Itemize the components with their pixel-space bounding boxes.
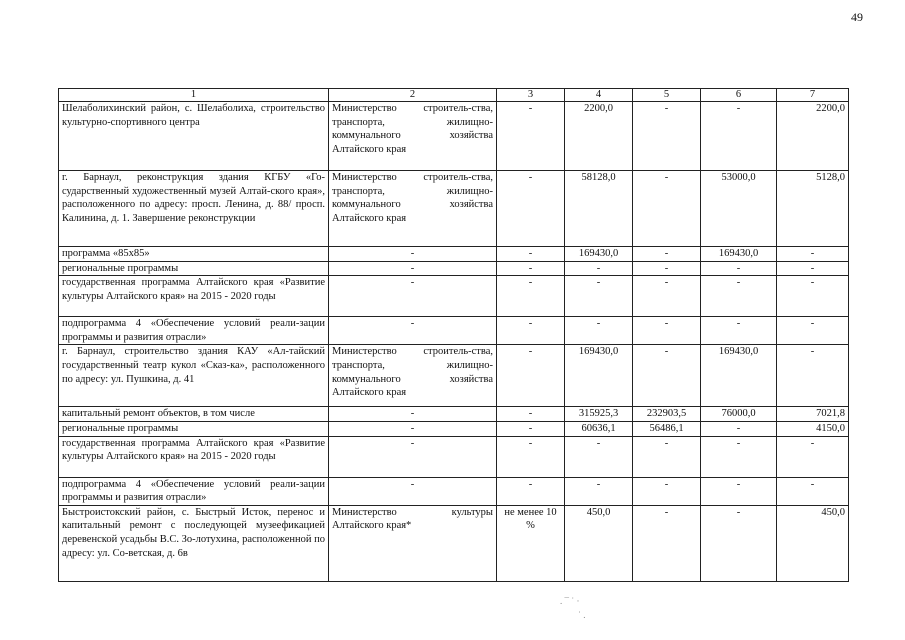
- scan-speck: . ¯ ˙ ·: [560, 596, 580, 606]
- local-cell: 5128,0: [777, 171, 849, 247]
- description-cell: Быстроистокский район, с. Быстрый Исток, перенос и капитальный ремонт с последующей музеефикацией деревенской усадьбы В.С. Зо-лотухина, расположенной по адресу: ул. Со-ветская, д. 6в: [59, 505, 329, 581]
- header-cell-6: 6: [701, 89, 777, 102]
- header-cell-7: 7: [777, 89, 849, 102]
- table-row: [59, 345, 849, 407]
- share-cell: -: [497, 102, 565, 171]
- share-cell: не менее 10 %: [497, 505, 565, 581]
- federal-cell: -: [633, 505, 701, 581]
- total-cell: 169430,0: [565, 345, 633, 407]
- federal-cell: -: [633, 345, 701, 407]
- regional-cell: -: [701, 261, 777, 276]
- header-cell-2: 2: [329, 89, 497, 102]
- organization-cell: -: [329, 421, 497, 436]
- description-cell: региональные программы: [59, 261, 329, 276]
- local-cell: -: [777, 317, 849, 345]
- description-cell: г. Барнаул, реконструкция здания КГБУ «Го-сударственный художественный музей Алтай-ского края», расположенного по адресу: просп. Ленина, д. 88/ просп. Калинина, д. 1. Завершение реконструкции: [59, 171, 329, 247]
- total-cell: 60636,1: [565, 421, 633, 436]
- description-cell: государственная программа Алтайского края «Развитие культуры Алтайского края» на 2015 - 2020 годы: [59, 436, 329, 477]
- share-cell: -: [497, 247, 565, 262]
- local-cell: -: [777, 247, 849, 262]
- total-cell: 169430,0: [565, 247, 633, 262]
- organization-cell: Министерство культуры Алтайского края*: [329, 505, 497, 581]
- description-cell: капитальный ремонт объектов, в том числе: [59, 407, 329, 422]
- regional-cell: -: [701, 477, 777, 505]
- table-row: [59, 261, 849, 276]
- share-cell: -: [497, 317, 565, 345]
- organization-cell: -: [329, 261, 497, 276]
- header-cell-4: 4: [565, 89, 633, 102]
- description-cell: подпрограмма 4 «Обеспечение условий реали-зации программы и развития отрасли»: [59, 317, 329, 345]
- description-cell: государственная программа Алтайского края «Развитие культуры Алтайского края» на 2015 - 2020 годы: [59, 276, 329, 317]
- header-row: [59, 89, 849, 102]
- federal-cell: -: [633, 102, 701, 171]
- local-cell: 7021,8: [777, 407, 849, 422]
- federal-cell: -: [633, 276, 701, 317]
- description-cell: региональные программы: [59, 421, 329, 436]
- page-number: 49: [851, 10, 863, 24]
- table-row: [59, 477, 849, 505]
- local-cell: 2200,0: [777, 102, 849, 171]
- organization-cell: -: [329, 247, 497, 262]
- organization-cell: -: [329, 436, 497, 477]
- organization-cell: Министерство строитель-ства, транспорта, жилищно-коммунального хозяйства Алтайского края: [329, 102, 497, 171]
- description-cell: программа «85х85»: [59, 247, 329, 262]
- federal-cell: -: [633, 436, 701, 477]
- total-cell: 450,0: [565, 505, 633, 581]
- regional-cell: -: [701, 276, 777, 317]
- organization-cell: -: [329, 407, 497, 422]
- table-row: [59, 171, 849, 247]
- federal-cell: -: [633, 317, 701, 345]
- share-cell: -: [497, 477, 565, 505]
- budget-table: [58, 88, 849, 582]
- total-cell: -: [565, 276, 633, 317]
- share-cell: -: [497, 261, 565, 276]
- regional-cell: -: [701, 505, 777, 581]
- federal-cell: -: [633, 171, 701, 247]
- share-cell: -: [497, 345, 565, 407]
- table-row: [59, 276, 849, 317]
- table-row: [59, 436, 849, 477]
- table-row: [59, 247, 849, 262]
- organization-cell: Министерство строитель-ства, транспорта, жилищно-коммунального хозяйства Алтайского края: [329, 345, 497, 407]
- regional-cell: 53000,0: [701, 171, 777, 247]
- organization-cell: -: [329, 276, 497, 317]
- regional-cell: -: [701, 436, 777, 477]
- regional-cell: 76000,0: [701, 407, 777, 422]
- local-cell: 4150,0: [777, 421, 849, 436]
- share-cell: -: [497, 421, 565, 436]
- regional-cell: 169430,0: [701, 247, 777, 262]
- description-cell: Шелаболихинский район, с. Шелаболиха, строительство культурно-спортивного центра: [59, 102, 329, 171]
- federal-cell: 232903,5: [633, 407, 701, 422]
- total-cell: 315925,3: [565, 407, 633, 422]
- federal-cell: -: [633, 247, 701, 262]
- local-cell: -: [777, 345, 849, 407]
- table-row: [59, 505, 849, 581]
- table-row: [59, 421, 849, 436]
- header-cell-3: 3: [497, 89, 565, 102]
- table-row: [59, 317, 849, 345]
- scan-speck: ˙ .: [578, 610, 586, 620]
- local-cell: 450,0: [777, 505, 849, 581]
- local-cell: -: [777, 477, 849, 505]
- local-cell: -: [777, 276, 849, 317]
- table-row: [59, 407, 849, 422]
- table-row: [59, 102, 849, 171]
- total-cell: 58128,0: [565, 171, 633, 247]
- federal-cell: 56486,1: [633, 421, 701, 436]
- share-cell: -: [497, 436, 565, 477]
- total-cell: -: [565, 261, 633, 276]
- share-cell: -: [497, 276, 565, 317]
- header-cell-5: 5: [633, 89, 701, 102]
- regional-cell: -: [701, 421, 777, 436]
- description-cell: г. Барнаул, строительство здания КАУ «Ал-тайский государственный театр кукол «Сказ-ка», расположенного по адресу: ул. Пушкина, д. 41: [59, 345, 329, 407]
- organization-cell: -: [329, 317, 497, 345]
- total-cell: -: [565, 317, 633, 345]
- description-cell: подпрограмма 4 «Обеспечение условий реали-зации программы и развития отрасли»: [59, 477, 329, 505]
- total-cell: 2200,0: [565, 102, 633, 171]
- local-cell: -: [777, 261, 849, 276]
- local-cell: -: [777, 436, 849, 477]
- federal-cell: -: [633, 261, 701, 276]
- total-cell: -: [565, 436, 633, 477]
- regional-cell: -: [701, 317, 777, 345]
- share-cell: -: [497, 407, 565, 422]
- federal-cell: -: [633, 477, 701, 505]
- organization-cell: Министерство строитель-ства, транспорта, жилищно-коммунального хозяйства Алтайского края: [329, 171, 497, 247]
- organization-cell: -: [329, 477, 497, 505]
- regional-cell: 169430,0: [701, 345, 777, 407]
- total-cell: -: [565, 477, 633, 505]
- header-cell-1: 1: [59, 89, 329, 102]
- share-cell: -: [497, 171, 565, 247]
- regional-cell: -: [701, 102, 777, 171]
